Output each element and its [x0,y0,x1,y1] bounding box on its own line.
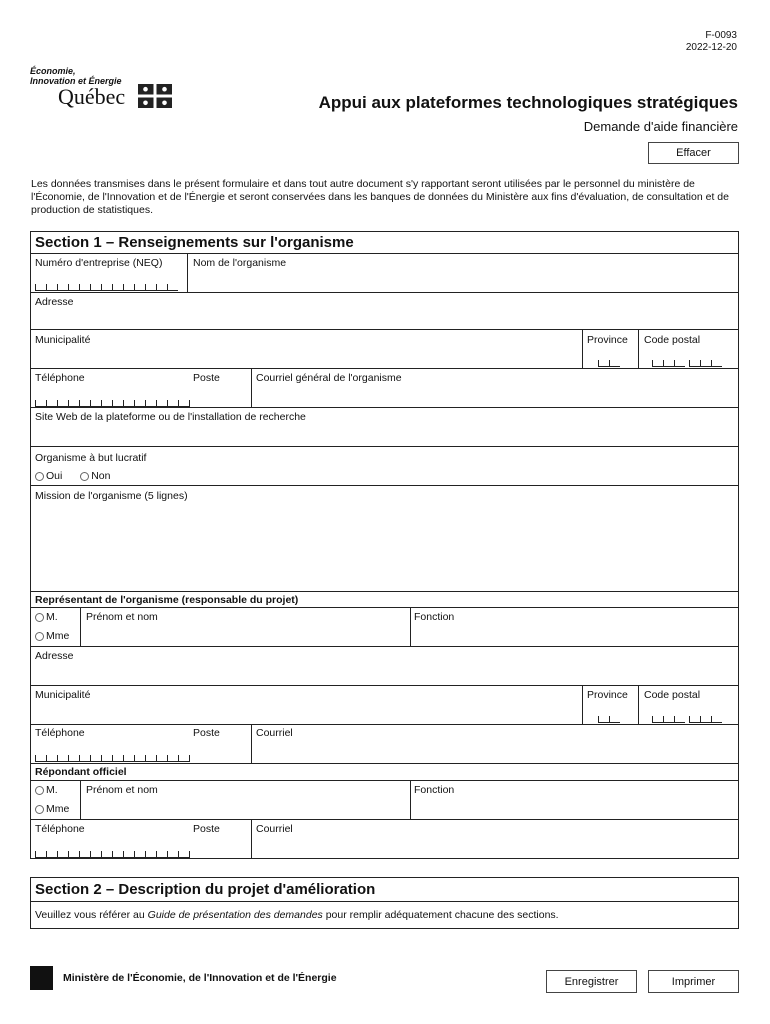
privacy-notice: Les données transmises dans le présent formulaire et dans tout autre document s'y rapportant seront utilisées par le personnel du ministère de l'Économie, de l'Innovation et de l'Énergie et seront conservées dans les banques de données du Ministère aux fins d'évaluation, de consultation et de production de statistiques. [31,178,729,216]
phone-label: Téléphone [35,372,85,384]
rep-phone-label: Téléphone [35,727,85,739]
official-mr-radio[interactable] [35,786,44,795]
section2-note-after: pour remplir adéquatement chacune des sections. [322,909,559,921]
rep-province-label: Province [587,689,628,701]
org-name-input[interactable] [190,270,735,290]
rep-name-input[interactable] [84,624,406,644]
ministry-logo-square [30,966,53,990]
radio-yes-label: Oui [46,470,63,482]
official-mrs-option[interactable] [35,803,69,815]
logo-line2: Innovation et Énergie [30,76,122,86]
rep-province-field[interactable] [598,716,620,723]
official-mrs-label: Mme [46,803,70,815]
logo-wordmark: Québec [58,84,126,109]
official-name-input[interactable] [84,797,406,817]
form-code-block [686,30,737,54]
municipality-input[interactable] [33,347,578,367]
postal-field-a[interactable] [652,360,685,367]
ext-label: Poste [193,372,220,384]
official-mr-label: M. [46,784,58,796]
rep-mr-radio[interactable] [35,613,44,622]
section2-note [35,909,559,921]
mission-label: Mission de l'organisme (5 lignes) [35,490,188,502]
rep-postal-field-a[interactable] [652,716,685,723]
rep-mrs-label: Mme [46,630,70,642]
form-code: F-0093 [705,30,737,41]
logo-line1: Économie, [30,66,76,76]
address-input[interactable] [33,309,736,329]
org-name-label: Nom de l'organisme [193,257,287,269]
neq-label: Numéro d'entreprise (NEQ) [35,257,163,269]
official-phone-label: Téléphone [35,823,85,835]
clear-button[interactable]: Effacer [648,142,739,164]
official-email-input[interactable] [254,836,736,856]
official-email-label: Courriel [256,823,293,835]
quebec-logo [30,66,180,109]
section1-title: Section 1 – Renseignements sur l'organisme [35,234,354,251]
guide-reference: Guide de présentation des demandes [147,909,323,921]
mission-textarea[interactable] [33,505,736,590]
phone-field[interactable] [35,400,190,407]
official-ext-label: Poste [193,823,220,835]
page-subtitle: Demande d'aide financière [583,119,738,134]
rep-mr-option[interactable] [35,611,58,623]
rep-mrs-radio[interactable] [35,632,44,641]
save-button[interactable]: Enregistrer [546,970,637,993]
municipality-label: Municipalité [35,334,91,346]
official-title: Répondant officiel [35,766,127,778]
official-mrs-radio[interactable] [35,805,44,814]
rep-mr-label: M. [46,611,58,623]
official-phone-field[interactable] [35,851,190,858]
page-title: Appui aux plateformes technologiques stratégiques [318,93,738,112]
general-email-input[interactable] [254,386,736,406]
rep-address-input[interactable] [33,663,736,683]
province-field[interactable] [598,360,620,367]
rep-postal-field-b[interactable] [689,716,722,723]
official-mr-option[interactable] [35,784,58,796]
rep-function-label: Fonction [414,611,455,623]
for-profit-options [35,470,110,482]
official-function-label: Fonction [414,784,455,796]
form-date: 2022-12-20 [685,42,737,53]
neq-field[interactable] [35,284,178,291]
rep-municipality-label: Municipalité [35,689,91,701]
rep-email-input[interactable] [254,740,736,760]
radio-yes[interactable] [35,472,44,481]
section2-title: Section 2 – Description du projet d'amélioration [35,881,376,898]
rep-mrs-option[interactable] [35,630,69,642]
province-label: Province [587,334,628,346]
official-function-input[interactable] [413,797,736,817]
rep-function-input[interactable] [413,624,736,644]
radio-no[interactable] [80,472,89,481]
ministry-name: Ministère de l'Économie, de l'Innovation et de l'Énergie [63,972,337,984]
address-label: Adresse [35,296,74,308]
section2-note-before: Veuillez vous référer au [35,909,148,921]
rep-email-label: Courriel [256,727,293,739]
print-button[interactable]: Imprimer [648,970,739,993]
rep-postal-label: Code postal [644,689,701,701]
official-name-label: Prénom et nom [86,784,158,796]
rep-name-label: Prénom et nom [86,611,158,623]
radio-no-label: Non [91,470,111,482]
postal-label: Code postal [644,334,701,346]
website-input[interactable] [33,424,736,444]
postal-field-b[interactable] [689,360,722,367]
representative-title: Représentant de l'organisme (responsable du projet) [35,594,299,606]
fleur-de-lis-flag-icon [138,84,172,108]
website-label: Site Web de la plateforme ou de l'installation de recherche [35,411,306,423]
rep-address-label: Adresse [35,650,74,662]
rep-phone-field[interactable] [35,755,190,762]
general-email-label: Courriel général de l'organisme [256,372,402,384]
for-profit-label: Organisme à but lucratif [35,452,147,464]
rep-ext-label: Poste [193,727,220,739]
rep-municipality-input[interactable] [33,702,578,722]
